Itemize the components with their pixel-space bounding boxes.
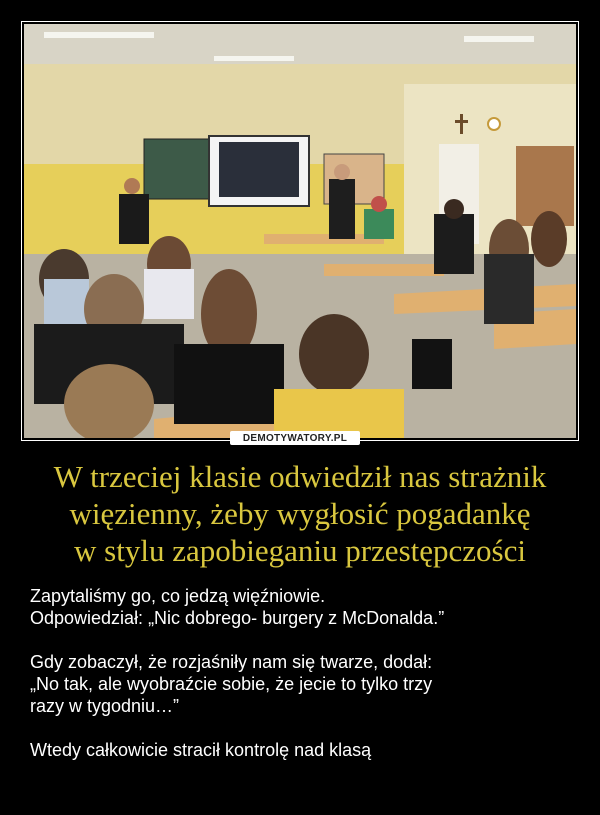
demotivator-body <box>30 585 570 783</box>
body-line: Gdy zobaczył, że rozjaśniły nam się twarze, dodał: <box>30 652 433 672</box>
title-line: więzienny, żeby wygłosić pogadankę <box>69 496 531 531</box>
body-paragraph <box>30 651 570 717</box>
classroom-photo <box>24 24 576 438</box>
body-line: Odpowiedział: „Nic dobrego- burgery z McDonalda.” <box>30 608 445 628</box>
body-line: Wtedy całkowicie stracił kontrolę nad klasą <box>30 740 372 760</box>
classroom-illustration <box>24 24 576 438</box>
demotivator-title <box>20 458 580 569</box>
title-line: W trzeciej klasie odwiedził nas strażnik <box>53 459 547 494</box>
body-line: razy w tygodniu…” <box>30 696 180 716</box>
body-paragraph <box>30 739 570 761</box>
watermark: DEMOTYWATORY.PL <box>230 431 360 445</box>
body-paragraph <box>30 585 570 629</box>
body-line: „No tak, ale wyobraźcie sobie, że jecie to tylko trzy <box>30 674 433 694</box>
title-line: w stylu zapobieganiu przestępczości <box>74 533 526 568</box>
photo-frame <box>21 21 579 441</box>
body-line: Zapytaliśmy go, co jedzą więźniowie. <box>30 586 326 606</box>
